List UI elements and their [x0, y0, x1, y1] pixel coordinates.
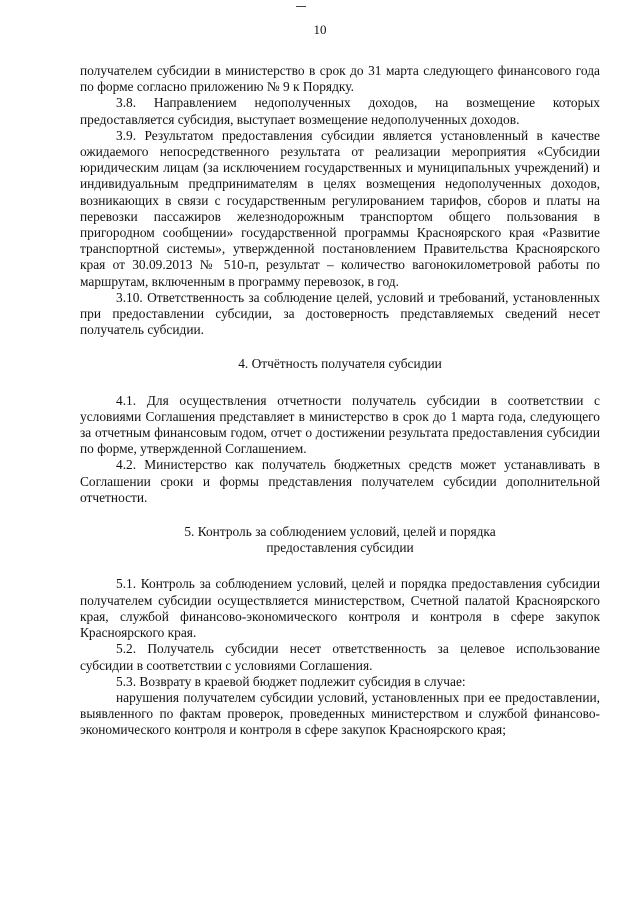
section-4-heading: 4. Отчётность получателя субсидии [238, 356, 442, 372]
paragraph-4-2: 4.2. Министерство как получатель бюджетных средств может устанавливать в Соглашении сроки и формы представления получателем субсидии дополнительной отчетности. [80, 457, 600, 505]
section-5-heading-line-2: предоставления субсидии [266, 540, 414, 556]
paragraph-3-9: 3.9. Результатом предоставления субсидии является установленный в качестве ожидаемого непосредственного результата от реализации мероприятия «Субсидии юридическим лицам (за исключением государственных и муниципальных учреждений) и индивидуальным предпринимателям в целях возмещения недополученных доходов, возникающих в связи с государственным регулированием тарифов, сборов и платы на перевозки пассажиров железнодорожным транспортом общего пользования в пригородном сообщении» государственной программы Красноярского края «Развитие транспортной системы», утвержденной постановлением Правительства Красноярского края от 30.09.2013 № 510-п, результат – количество вагонокилометровой работы по маршрутам, включенным в программу перевозок, в год. [80, 127, 600, 289]
paragraph-continuation: получателем субсидии в министерство в срок до 31 марта следующего финансового года по форме согласно приложению № 9 к Порядку. [80, 63, 600, 95]
section-5-heading [80, 524, 600, 556]
paragraph-4-1: 4.1. Для осуществления отчетности получатель субсидии в соответствии с условиями Соглашения представляет в министерство в срок до 1 марта года, следующего за отчетным финансовым годом, отчет о достижении результата предоставления субсидии по форме, утвержденной Соглашением. [80, 392, 600, 457]
page-number: 10 [313, 22, 327, 37]
paragraph-5-3: 5.3. Возврату в краевой бюджет подлежит субсидия в случае: [116, 673, 466, 689]
paragraph-3-8: 3.8. Направлением недополученных доходов, на возмещение которых предоставляется субсидия, выступает возмещение недополученных доходов. [80, 95, 600, 127]
paragraph-5-1: 5.1. Контроль за соблюдением условий, целей и порядка предоставления субсидии получателем субсидии осуществляется министерством, Счетной палатой Красноярского края, службой финансово-экономического контроля и контроля в сфере закупок Красноярского края. [80, 576, 600, 641]
paragraph-5-3-item: нарушения получателем субсидии условий, установленных при ее предоставлении, выявленного по фактам проверок, проведенных министерством и службой финансово-экономического контроля и контроля в сфере закупок Красноярского края; [80, 689, 600, 738]
top-dash-mark [296, 6, 306, 7]
document-body [80, 63, 600, 739]
section-5-heading-line-1: 5. Контроль за соблюдением условий, целей и порядка [184, 524, 496, 540]
paragraph-3-10: 3.10. Ответственность за соблюдение целей, условий и требований, установленных при предоставлении субсидии, за достоверность представляемых сведений несет получатель субсидии. [80, 289, 600, 338]
paragraph-5-2: 5.2. Получатель субсидии несет ответственность за целевое использование субсидии в соответствии с условиями Соглашения. [80, 641, 600, 673]
